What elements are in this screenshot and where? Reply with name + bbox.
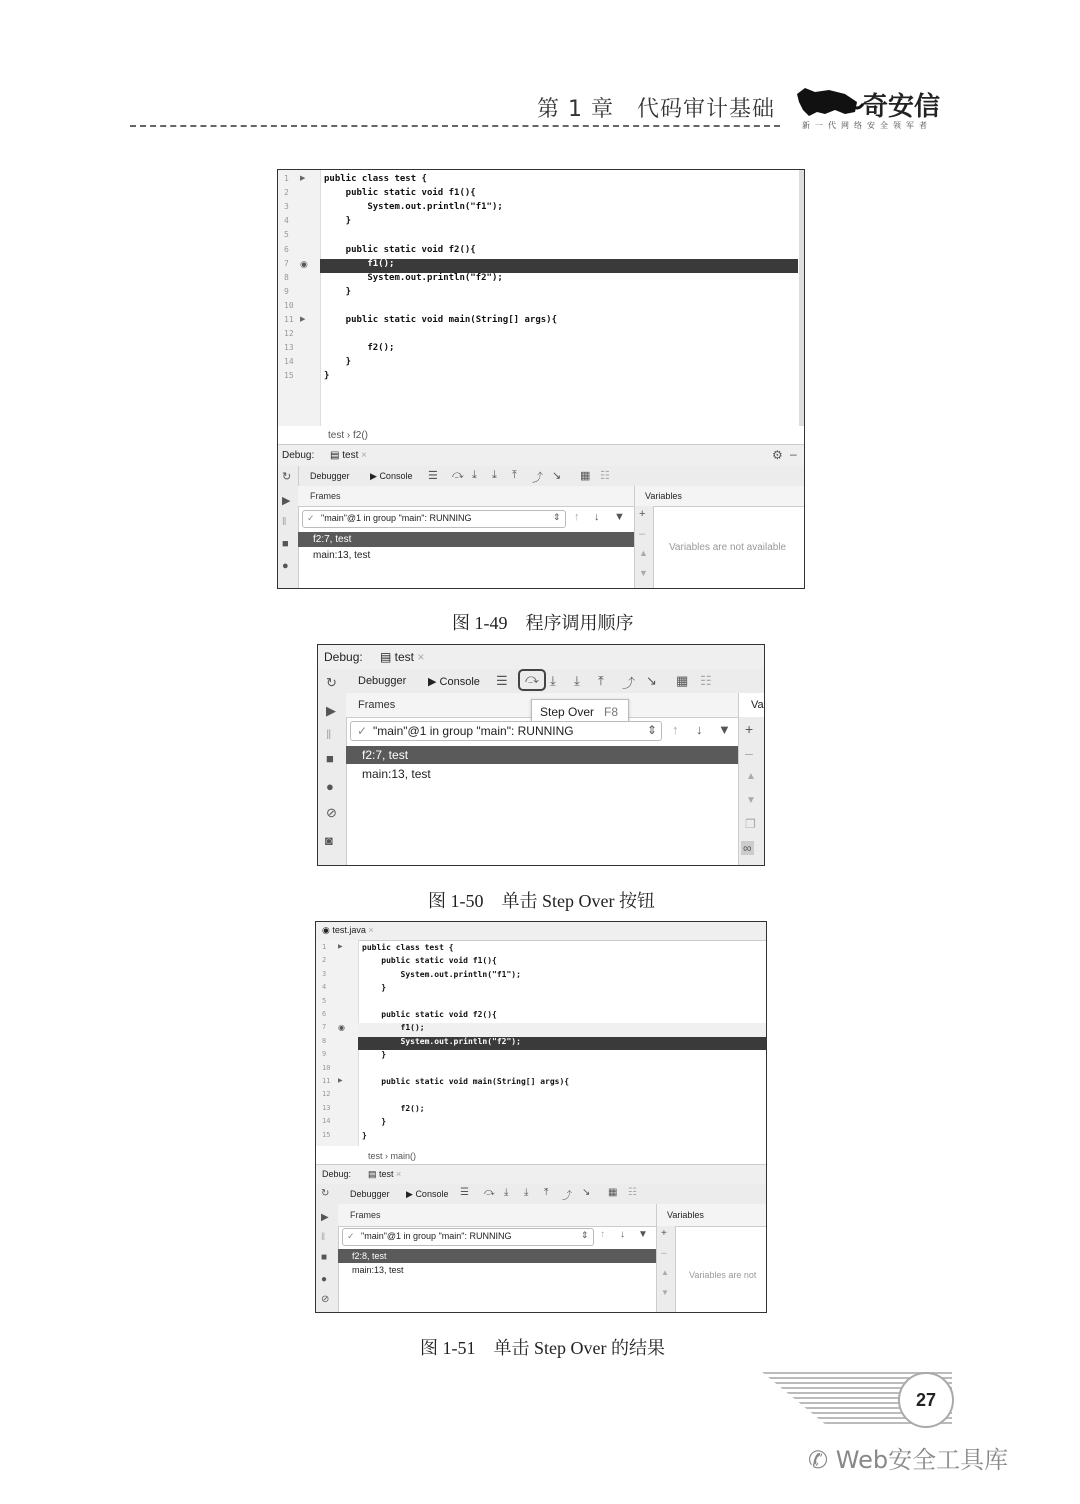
- code-text: }: [362, 1050, 387, 1060]
- debugger-toolbar: [338, 1184, 766, 1205]
- chapter-title: 第 1 章 代码审计基础: [537, 97, 775, 122]
- evaluate-icon[interactable]: ▦: [608, 1187, 618, 1198]
- step-into-icon[interactable]: ⤓: [504, 1187, 509, 1198]
- breadcrumb[interactable]: test › main(): [368, 1151, 417, 1161]
- line-number: 2: [322, 956, 327, 965]
- code-text: f2();: [362, 1103, 425, 1113]
- logo-subtitle: 新一代网络安全领军者: [802, 121, 932, 130]
- menu-icon[interactable]: ☰: [496, 673, 508, 688]
- arrow-up-icon[interactable]: ↑: [672, 722, 679, 737]
- remove-icon[interactable]: –: [661, 1248, 667, 1259]
- move-up-icon[interactable]: ▲: [661, 1268, 669, 1277]
- chevron-updown-icon: ⇕: [553, 512, 561, 522]
- drop-frame-icon[interactable]: ⤴: [622, 676, 636, 691]
- tooltip-shortcut: F8: [604, 705, 619, 719]
- debugger-toolbar: [298, 466, 804, 487]
- gear-icon[interactable]: ⚙: [772, 448, 783, 462]
- code-text: public class test {: [362, 943, 454, 952]
- code-line[interactable]: [278, 343, 798, 357]
- code-text: f1();: [362, 1023, 425, 1033]
- header-divider: [130, 125, 780, 127]
- drop-frame-icon[interactable]: ⤴: [562, 1191, 572, 1202]
- move-down-icon[interactable]: ▼: [746, 795, 756, 806]
- page-number: 27: [898, 1372, 954, 1428]
- debug-header: [316, 1164, 766, 1186]
- java-file-icon: ◉: [322, 925, 330, 935]
- stop-icon[interactable]: ■: [282, 538, 289, 550]
- code-text: System.out.println("f2");: [362, 1036, 521, 1046]
- console-icon: ▶: [370, 471, 377, 481]
- frames-label: Frames: [310, 491, 341, 501]
- move-down-icon[interactable]: ▼: [661, 1288, 669, 1297]
- arrow-down-icon[interactable]: ↓: [620, 1229, 625, 1240]
- check-icon: ✓: [347, 1231, 355, 1241]
- line-number: 9: [322, 1050, 327, 1059]
- debug-label: Debug:: [324, 650, 363, 664]
- frames-header: [338, 1204, 656, 1227]
- code-line[interactable]: [316, 1131, 766, 1144]
- filter-icon[interactable]: ▼: [638, 1229, 648, 1240]
- line-number: 1: [322, 943, 327, 951]
- code-line[interactable]: [278, 174, 798, 188]
- code-text: public static void main(String[] args){: [362, 1077, 570, 1086]
- line-number: 13: [322, 1103, 331, 1112]
- tab-test-label: test: [342, 450, 359, 461]
- line-number: 5: [322, 996, 327, 1005]
- step-over-icon[interactable]: ⤼: [520, 671, 544, 689]
- variables-label: Variables: [645, 491, 682, 501]
- debug-header: [278, 444, 804, 468]
- stop-icon[interactable]: ■: [326, 751, 334, 766]
- debug-sidebar: [318, 669, 347, 865]
- code-text: }: [362, 1117, 387, 1127]
- code-text: }: [324, 286, 352, 297]
- code-text: }: [362, 1130, 367, 1140]
- variables-panel: [634, 486, 805, 588]
- figure-1-49-caption: 图 1-49 程序调用顺序: [452, 613, 634, 633]
- thread-selector[interactable]: [342, 1228, 594, 1246]
- wechat-icon: ✆: [808, 1446, 829, 1474]
- step-out-icon[interactable]: ⤒: [598, 673, 604, 688]
- tab-debugger[interactable]: Debugger: [358, 675, 407, 687]
- line-number: 15: [284, 371, 294, 381]
- filter-icon[interactable]: ▼: [718, 722, 731, 737]
- chevron-updown-icon: ⇕: [581, 1230, 589, 1240]
- add-icon[interactable]: +: [745, 721, 754, 737]
- line-number: 3: [284, 202, 289, 212]
- thread-selector[interactable]: [302, 510, 566, 528]
- code-line[interactable]: [316, 997, 766, 1010]
- pause-icon[interactable]: ‖: [321, 1232, 326, 1243]
- frames-label: Frames: [358, 699, 396, 711]
- variables-label: Variables: [667, 1210, 704, 1220]
- code-text: System.out.println("f2");: [324, 272, 503, 283]
- code-line[interactable]: [322, 1023, 766, 1036]
- code-text: public static void f2(){: [324, 244, 476, 255]
- line-number: 12: [322, 1090, 331, 1099]
- line-number: 7: [322, 1023, 327, 1032]
- stop-icon[interactable]: ■: [321, 1252, 328, 1263]
- mute-breakpoints-icon[interactable]: ⊘: [321, 1294, 330, 1305]
- resume-icon[interactable]: ▶: [326, 703, 336, 718]
- force-step-into-icon[interactable]: ⤓: [524, 1187, 529, 1198]
- line-number: 15: [322, 1130, 331, 1139]
- tab-test[interactable]: ▤ test ×: [368, 1169, 402, 1179]
- code-text: }: [324, 216, 352, 227]
- figure-1-50-caption: 图 1-50 单击 Step Over 按钮: [428, 891, 655, 911]
- line-number: 8: [322, 1036, 327, 1045]
- line-number: 11: [322, 1077, 331, 1085]
- breakpoint-icon[interactable]: ◉: [338, 1023, 345, 1033]
- run-gutter-icon[interactable]: ▶: [300, 316, 306, 323]
- code-text: f1();: [324, 258, 395, 269]
- variables-label: Va: [751, 699, 764, 711]
- view-breakpoints-icon[interactable]: ●: [326, 779, 334, 794]
- trace-icon[interactable]: ☷: [600, 470, 610, 482]
- code-text: }: [362, 983, 387, 993]
- debug-sidebar: [316, 1184, 339, 1312]
- tab-test-label: test: [379, 1169, 394, 1179]
- evaluate-icon[interactable]: ▦: [580, 470, 591, 482]
- variables-empty-text: Variables are not: [689, 1270, 757, 1280]
- line-number: 10: [284, 300, 294, 310]
- close-icon[interactable]: ×: [361, 450, 367, 461]
- view-breakpoints-icon[interactable]: ●: [321, 1274, 328, 1285]
- code-line[interactable]: [278, 230, 798, 244]
- debug-header: [318, 645, 764, 670]
- trace-icon[interactable]: ☷: [700, 673, 712, 688]
- watermark-text: Web安全工具库: [835, 1446, 1009, 1474]
- arrow-down-icon[interactable]: ↓: [696, 722, 703, 737]
- code-line[interactable]: [278, 357, 798, 371]
- debugger-toolbar: [346, 669, 764, 694]
- remove-icon[interactable]: –: [639, 528, 646, 540]
- variables-panel: [738, 693, 765, 865]
- move-up-icon[interactable]: ▲: [746, 771, 756, 782]
- line-number: 8: [284, 272, 289, 282]
- frame-row-selected[interactable]: f2:8, test: [338, 1249, 656, 1263]
- run-to-cursor-icon[interactable]: ↘: [552, 470, 562, 482]
- code-line[interactable]: [278, 202, 798, 216]
- check-icon: ✓: [307, 513, 315, 523]
- debug-sidebar: [278, 466, 299, 588]
- step-into-icon[interactable]: ⤓: [472, 469, 477, 481]
- code-line[interactable]: [278, 315, 798, 329]
- view-breakpoints-icon[interactable]: ●: [282, 560, 289, 572]
- variables-side-toolbar: [635, 506, 654, 588]
- line-number: 11: [284, 315, 294, 324]
- add-icon[interactable]: +: [639, 508, 646, 520]
- code-text: f2();: [324, 343, 395, 354]
- code-line-current[interactable]: [284, 258, 798, 273]
- step-over-icon[interactable]: ⤼: [452, 469, 464, 481]
- check-icon: ✓: [357, 724, 368, 738]
- mute-breakpoints-icon[interactable]: ⊘: [326, 805, 337, 820]
- step-over-icon[interactable]: ⤼: [484, 1187, 495, 1198]
- frames-header: [298, 486, 634, 507]
- drop-frame-icon[interactable]: ⤴: [532, 472, 543, 484]
- breadcrumb[interactable]: test › f2(): [328, 430, 369, 441]
- line-number: 13: [284, 343, 294, 353]
- code-text: }: [324, 357, 352, 368]
- thread-selector[interactable]: [350, 721, 662, 741]
- line-number: 10: [322, 1063, 331, 1072]
- code-line[interactable]: [316, 1104, 766, 1117]
- evaluate-icon[interactable]: ▦: [676, 673, 689, 688]
- trace-icon[interactable]: ☷: [628, 1187, 637, 1198]
- logo-text: 奇安信: [862, 92, 941, 122]
- tab-console-label: Console: [379, 471, 413, 481]
- arrow-up-icon[interactable]: ↑: [574, 511, 580, 523]
- frame-row[interactable]: main:13, test: [313, 550, 371, 561]
- move-up-icon[interactable]: ▲: [639, 548, 648, 558]
- step-into-icon[interactable]: ⤓: [550, 673, 556, 688]
- tab-debugger[interactable]: Debugger: [350, 1189, 390, 1199]
- thread-label: "main"@1 in group "main": RUNNING: [321, 513, 472, 523]
- line-number: 9: [284, 286, 289, 296]
- tab-console[interactable]: [428, 675, 480, 688]
- figure-1-49-screenshot: [277, 169, 805, 589]
- code-line[interactable]: [278, 287, 798, 301]
- rerun-icon[interactable]: ↻: [282, 471, 292, 483]
- line-number: 6: [284, 244, 289, 254]
- code-line[interactable]: [278, 301, 798, 315]
- variables-side-toolbar: [657, 1226, 676, 1312]
- tab-console[interactable]: [406, 1189, 448, 1200]
- breakpoint-icon[interactable]: ◉: [300, 258, 308, 269]
- menu-icon[interactable]: ☰: [460, 1187, 469, 1198]
- frame-row-selected[interactable]: f2:7, test: [346, 746, 738, 764]
- variables-panel: [656, 1204, 767, 1312]
- code-text: public static void f1(){: [324, 188, 476, 199]
- tab-debugger[interactable]: Debugger: [310, 471, 350, 481]
- watermark: [808, 1440, 1008, 1475]
- code-text: public class test {: [324, 174, 427, 184]
- code-line[interactable]: [316, 1050, 766, 1063]
- code-line[interactable]: [316, 1064, 766, 1077]
- frame-row[interactable]: main:13, test: [352, 1265, 404, 1275]
- run-to-cursor-icon[interactable]: ↘: [646, 673, 657, 688]
- code-line[interactable]: [278, 188, 798, 202]
- code-text: public static void main(String[] args){: [324, 315, 557, 325]
- figure-1-50-screenshot: [317, 644, 765, 866]
- figure-1-51-caption: 图 1-51 单击 Step Over 的结果: [420, 1338, 665, 1358]
- code-line[interactable]: [278, 273, 798, 287]
- code-text: System.out.println("f1");: [362, 969, 521, 979]
- move-down-icon[interactable]: ▼: [639, 568, 648, 578]
- run-to-cursor-icon[interactable]: ↘: [582, 1187, 591, 1198]
- code-text: }: [324, 371, 330, 382]
- rerun-icon[interactable]: ↻: [326, 675, 337, 690]
- variables-empty-text: Variables are not available: [669, 542, 787, 553]
- close-icon[interactable]: ×: [396, 1169, 402, 1179]
- code-line[interactable]: [316, 1090, 766, 1103]
- line-number: 1: [284, 174, 289, 183]
- rerun-icon[interactable]: ↻: [321, 1188, 330, 1199]
- code-line[interactable]: [278, 245, 798, 259]
- thread-label: "main"@1 in group "main": RUNNING: [361, 1231, 512, 1241]
- code-line[interactable]: [278, 329, 798, 343]
- close-icon[interactable]: ×: [417, 650, 425, 664]
- copy-icon[interactable]: ❐: [745, 817, 756, 831]
- line-number: 3: [322, 969, 327, 978]
- editor-scrollbar[interactable]: [799, 170, 804, 426]
- pause-icon[interactable]: ‖: [326, 727, 332, 742]
- step-out-icon[interactable]: ⤒: [544, 1187, 549, 1198]
- arrow-down-icon[interactable]: ↓: [594, 511, 600, 523]
- arrow-up-icon[interactable]: ↑: [600, 1229, 605, 1240]
- tab-console-label: Console: [439, 676, 480, 688]
- line-number: 4: [284, 216, 289, 226]
- code-line-current[interactable]: [322, 1036, 766, 1050]
- menu-icon[interactable]: ☰: [428, 470, 438, 482]
- line-number: 14: [322, 1117, 331, 1126]
- pause-icon[interactable]: ‖: [282, 516, 287, 528]
- variables-header: [657, 1204, 767, 1227]
- code-line[interactable]: [316, 956, 766, 969]
- frames-label: Frames: [350, 1210, 381, 1220]
- debug-label: Debug:: [282, 450, 315, 461]
- filter-icon[interactable]: ▼: [614, 511, 625, 523]
- line-number: 7: [284, 258, 289, 268]
- frame-row-selected[interactable]: f2:7, test: [298, 532, 634, 547]
- tab-console-label: Console: [415, 1189, 449, 1199]
- debug-label: Debug:: [322, 1169, 352, 1179]
- tab-test[interactable]: ▤ test ×: [380, 650, 425, 664]
- camera-icon[interactable]: ◙: [325, 833, 333, 848]
- code-line[interactable]: [278, 216, 798, 230]
- code-text: public static void f2(){: [362, 1010, 497, 1019]
- variables-header: [635, 486, 805, 507]
- step-out-icon[interactable]: ⤒: [512, 469, 517, 481]
- line-number: 5: [284, 230, 289, 240]
- force-step-into-icon[interactable]: ⤓: [574, 673, 580, 688]
- remove-icon[interactable]: –: [745, 745, 753, 761]
- file-tab-test-java[interactable]: [322, 925, 374, 936]
- tab-console[interactable]: [370, 471, 412, 482]
- minimize-icon[interactable]: –: [790, 447, 797, 461]
- line-number: 6: [322, 1010, 327, 1018]
- resume-icon[interactable]: ▶: [321, 1212, 329, 1223]
- code-line[interactable]: [316, 943, 766, 956]
- code-line[interactable]: [316, 1077, 766, 1090]
- chevron-updown-icon: ⇕: [647, 723, 658, 737]
- figure-1-51-screenshot: [315, 921, 767, 1313]
- code-line[interactable]: [316, 1010, 766, 1023]
- variables-side-toolbar: [739, 717, 765, 865]
- line-number: 12: [284, 329, 294, 339]
- line-number: 4: [322, 983, 327, 992]
- code-text: public static void f1(){: [362, 956, 497, 966]
- resume-icon[interactable]: ▶: [282, 495, 291, 507]
- frame-row[interactable]: main:13, test: [362, 767, 431, 781]
- console-icon: ▶: [428, 676, 437, 688]
- add-icon[interactable]: +: [661, 1228, 667, 1239]
- tab-test-label: test: [394, 650, 415, 664]
- tab-test[interactable]: ▤ test ×: [330, 450, 367, 461]
- line-number: 14: [284, 357, 294, 367]
- file-tab-label: test.java: [332, 925, 366, 935]
- editor-tab-bar: [316, 922, 766, 941]
- run-gutter-icon[interactable]: ▶: [338, 944, 343, 950]
- code-line[interactable]: [316, 1117, 766, 1130]
- close-icon[interactable]: ×: [368, 925, 374, 935]
- force-step-into-icon[interactable]: ⤓: [492, 469, 497, 481]
- code-line[interactable]: [316, 983, 766, 996]
- console-icon: ▶: [406, 1189, 413, 1199]
- line-number: 2: [284, 188, 289, 198]
- code-text: System.out.println("f1");: [324, 202, 503, 213]
- code-line[interactable]: [316, 970, 766, 983]
- run-gutter-icon[interactable]: ▶: [338, 1078, 343, 1084]
- tooltip-label: Step Over: [540, 705, 595, 719]
- watches-icon[interactable]: ∞: [743, 841, 752, 855]
- run-gutter-icon[interactable]: ▶: [300, 175, 306, 182]
- thread-label: "main"@1 in group "main": RUNNING: [373, 724, 574, 738]
- code-line[interactable]: [278, 371, 798, 385]
